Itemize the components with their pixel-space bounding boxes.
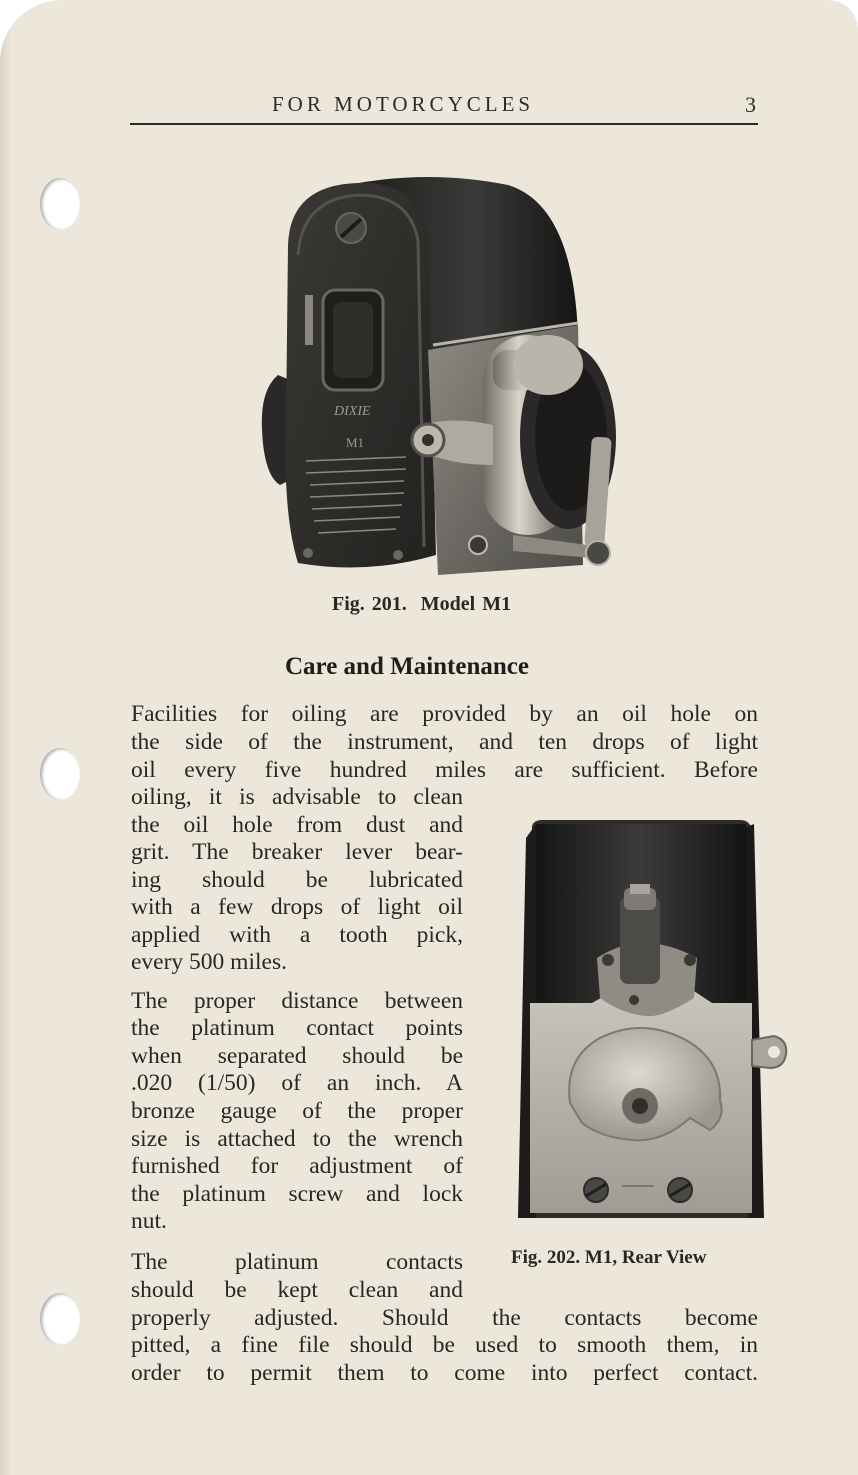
binder-hole-top	[40, 178, 80, 230]
body-line: the platinum screw and lock	[131, 1181, 463, 1207]
page-number: 3	[745, 92, 756, 117]
body-line: .020 (1/50) of an inch. A	[131, 1070, 463, 1096]
body-line: nut.	[131, 1208, 167, 1234]
binder-hole-middle	[40, 748, 80, 800]
body-line: the platinum contact points	[131, 1015, 463, 1041]
figure-202-caption: Fig. 202. M1, Rear View	[511, 1247, 707, 1268]
figure-202-magneto-rear-illustration	[512, 818, 794, 1228]
body-line: Facilities for oiling are provided by an oil hole on	[131, 701, 758, 727]
binder-hole-bottom	[40, 1293, 80, 1345]
body-line: size is attached to the wrench	[131, 1126, 463, 1152]
body-line: pitted, a fine file should be used to smooth them, in	[131, 1332, 758, 1358]
body-line: every 500 miles.	[131, 949, 287, 975]
body-line: oil every five hundred miles are sufficient. Before	[131, 757, 758, 783]
body-line: applied with a tooth pick,	[131, 922, 463, 948]
body-line: The platinum contacts	[131, 1249, 463, 1275]
section-heading: Care and Maintenance	[285, 653, 529, 680]
figure-201-number: Fig. 201.	[332, 593, 407, 615]
nameplate-model: M1	[346, 435, 365, 450]
body-line: the oil hole from dust and	[131, 812, 463, 838]
body-line: the side of the instrument, and ten drops of light	[131, 729, 758, 755]
body-line: grit. The breaker lever bear-	[131, 839, 463, 865]
figure-201-caption	[332, 593, 511, 616]
figure-201-magneto-illustration	[238, 175, 648, 580]
body-line: furnished for adjustment of	[131, 1153, 463, 1179]
running-head: FOR MOTORCYCLES	[272, 92, 535, 116]
body-line: with a few drops of light oil	[131, 894, 463, 920]
header-rule	[130, 123, 758, 125]
nameplate-brand: DIXIE	[334, 404, 371, 419]
body-line: order to permit them to come into perfect contact.	[131, 1360, 758, 1386]
figure-201-title: Model M1	[420, 593, 512, 615]
body-line: when separated should be	[131, 1043, 463, 1069]
body-line: properly adjusted. Should the contacts become	[131, 1305, 758, 1331]
body-line: should be kept clean and	[131, 1277, 463, 1303]
body-line: ing should be lubricated	[131, 867, 463, 893]
body-line: The proper distance between	[131, 988, 463, 1014]
body-line: oiling, it is advisable to clean	[131, 784, 463, 810]
body-line: bronze gauge of the proper	[131, 1098, 463, 1124]
